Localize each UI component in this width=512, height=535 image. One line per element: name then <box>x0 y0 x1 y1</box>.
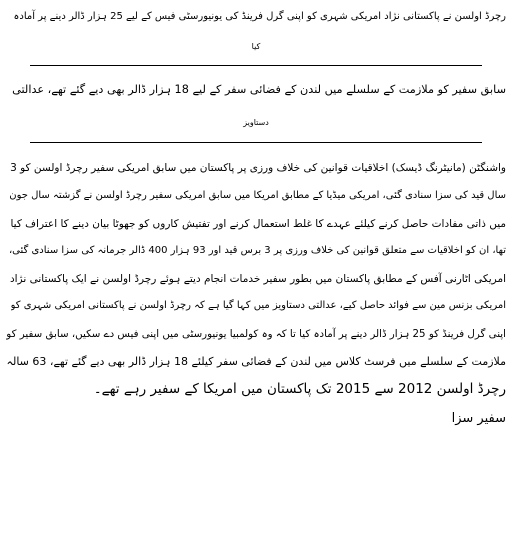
divider-top <box>30 65 482 66</box>
body-line-6: امریکی بزنس مین سے فوائد حاصل کیے، عدالتی دستاویز میں کہا گیا ہے کہ رچرڈ اولسن نے پاکستانی امریکی شہری کو <box>10 300 506 311</box>
body-line-3: میں ذاتی مفادات حاصل کرنے کیلئے عہدے کا غلط استعمال کرنے اور تفتیش کاروں کو جھوٹا بیان دینے کا اعتراف کیا <box>10 218 506 230</box>
body-line-1: واشنگٹن (مانیٹرنگ ڈیسک) اخلاقیات قوانین کی خلاف ورزی پر پاکستان میں سابق امریکی سفیر رچرڈ اولسن کو 3 <box>10 162 506 174</box>
subheadline-line-2: دستاویز <box>243 118 269 127</box>
divider-bottom <box>30 142 482 143</box>
headline-line-2: کیا <box>251 42 261 51</box>
body-line-7: اپنی گرل فرینڈ کو 25 ہزار ڈالر دینے پر آمادہ کیا تا کہ وہ کولمبیا یونیورسٹی میں اپنی فیس دے سکیں، سابق سفیر کو <box>6 328 506 340</box>
body-line-2: سال قید کی سزا سنادی گئی، امریکی میڈیا کے مطابق امریکا میں سابق امریکی سفیر رچرڈ اولسن نے گزشتہ سال جون <box>9 190 506 201</box>
headline-line-1: رچرڈ اولسن نے پاکستانی نژاد امریکی شہری کو اپنی گرل فرینڈ کی یونیورسٹی فیس کے لیے 25 ہزار ڈالر دینے پر آمادہ <box>13 11 506 22</box>
body-line-8: ملازمت کے سلسلے میں فرسٹ کلاس میں لندن کے فضائی سفر کیلئے 18 ہزار ڈالر بھی دیے گئے تھے، 63 سالہ <box>6 355 506 368</box>
body-line-9: رچرڈ اولسن 2012 سے 2015 تک پاکستان میں امریکا کے سفیر رہے تھے۔ <box>93 381 506 397</box>
subheadline-line-1: سابق سفیر کو ملازمت کے سلسلے میں لندن کے فضائی سفر کے لیے 18 ہزار ڈالر بھی دیے گئے تھے، عدالتی <box>12 83 506 96</box>
body-line-4: تھا، ان کو اخلاقیات سے متعلق قوانین کی خلاف ورزی پر 3 برس قید اور 93 ہزار 400 ڈالر جرمانہ کی سزا سنادی گئی، <box>8 245 506 256</box>
body-line-5: امریکی اٹارنی آفس کے مطابق پاکستان میں بطور سفیر خدمات انجام دیتے ہوئے رچرڈ اولسن نے ایک پاکستانی نژاد <box>9 273 506 285</box>
signature-tag: سفیر سزا <box>451 411 506 426</box>
